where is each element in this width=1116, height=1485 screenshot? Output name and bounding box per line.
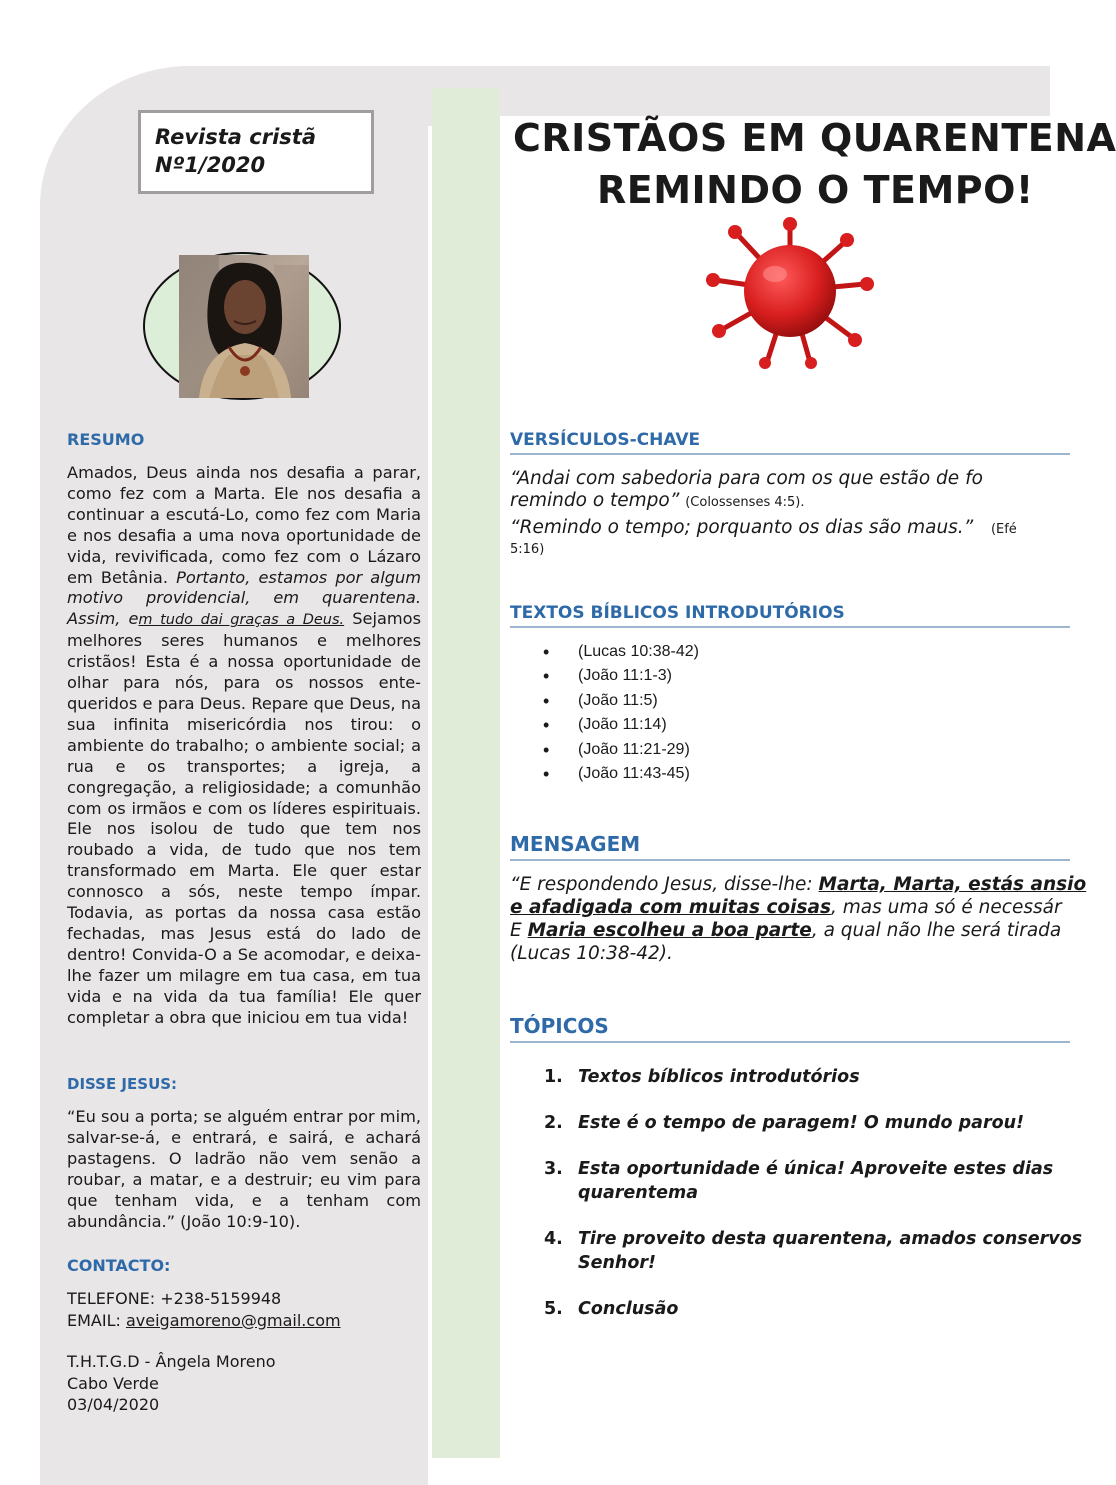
disse-jesus-heading: DISSE JESUS:	[67, 1075, 178, 1093]
list-item: • (João 11:14)	[510, 713, 1070, 737]
mensagem-heading: MENSAGEM	[510, 832, 1070, 861]
resumo-text	[67, 463, 421, 1028]
disse-jesus-text: “Eu sou a porta; se alguém entrar por mim, salvar-se-á, e entrará, e sairá, e achará pastagens. O ladrão não vem senão a roubar, a matar, e a destruir; eu vim para que tenham vida, e a tenham com abundância.” (João 10:9-10).	[67, 1107, 421, 1231]
author-photo	[179, 255, 309, 398]
topic-item: 1. Textos bíblicos introdutórios	[544, 1067, 860, 1087]
resumo-link[interactable]: m tudo dai graças a Deus.	[138, 612, 345, 629]
topics-list	[510, 1065, 1083, 1321]
list-item: • (João 11:5)	[510, 689, 1070, 713]
list-item: • (João 11:1-3)	[510, 664, 1070, 688]
magazine-issue: Nº1/2020	[155, 153, 266, 177]
textos-heading: TEXTOS BÍBLICOS INTRODUTÓRIOS	[510, 603, 1070, 628]
verse-1-line-1: “Andai com sabedoria para com os que estão de fo	[510, 468, 983, 489]
resumo-part-2: Sejamos melhores seres humanos e melhores cristãos! Esta é a nossa oportunidade de olhar para nós, para os nossos ente-queridos e para Deus. Repare que Deus, na sua infinita misericórdia nos tirou: o ambiente do trabalho; o ambiente social; a rua e os transportes; a igreja, a congregação, a religiosidade; a comunhão com os irmãos e com os líderes espirituais. Ele nos isolou de tudo que tem nos roubado a vida, de tudo que nos tem transformado em Marta. Ele quer estar connosco a sós, neste tempo ímpar. Todavia, as portas da nossa casa estão fechadas, mas Jesus está do lado de dentro! Convida-O a Se acomodar, e deixa-lhe fazer um milagre em tua casa, em tua vida e na vida da tua família! Ele quer completar a obra que iniciou em tua vida!	[67, 609, 422, 1027]
msg-part-a: “E respondendo Jesus, disse-lhe:	[510, 874, 819, 895]
resumo-part-1: Amados, Deus ainda nos desafia a parar, como fez com a Marta. Ele nos desafia a continuar a escutá-Lo, como fez com Maria e nos desafia a uma nova oportunidade de vida, revivificada, como fez com o Lázaro em Betânia.	[67, 463, 421, 587]
magazine-box	[138, 110, 374, 194]
contact-info	[67, 1288, 421, 1331]
message-text	[510, 873, 1087, 965]
msg-ref: (Lucas 10:38-42).	[510, 943, 673, 964]
verse-1-line-2: remindo o tempo”	[510, 490, 680, 511]
verse-2: “Remindo o tempo; porquanto os dias são maus.”	[510, 517, 974, 538]
msg-part-d: , a qual não lhe será tirada	[811, 920, 1062, 941]
msg-part-b: , mas uma só é necessár	[830, 897, 1062, 918]
resumo-italic: Portanto, estamos por algum motivo providencial, em quarentena. Assim, e	[67, 567, 422, 629]
textos-list	[510, 640, 1070, 786]
title-line-2: REMINDO O TEMPO!	[597, 168, 1034, 212]
versiculos-heading: VERSÍCULOS-CHAVE	[510, 430, 1070, 455]
magazine-name: Revista cristã	[155, 125, 316, 149]
topic-item: 4. Tire proveito desta quarentena, amados conservos Senhor!	[544, 1229, 1083, 1273]
topic-item: 2. Este é o tempo de paragem! O mundo parou!	[544, 1113, 1025, 1133]
msg-underline-2: e afadigada com muitas coisas	[510, 897, 831, 918]
phone: TELEFONE: +238-5159948	[67, 1289, 282, 1308]
author-date: 03/04/2020	[67, 1395, 160, 1414]
verse-1-ref: (Colossenses 4:5).	[685, 495, 805, 510]
resumo-heading: RESUMO	[67, 430, 145, 449]
verse-2-ref: (Efé	[990, 522, 1017, 537]
list-item: • (João 11:43-45)	[510, 762, 1070, 786]
msg-part-c: E	[510, 920, 528, 941]
topic-item: 5. Conclusão	[544, 1299, 679, 1319]
topicos-heading: TÓPICOS	[510, 1014, 1070, 1043]
msg-underline-1: Marta, Marta, estás ansio	[818, 874, 1087, 895]
list-item: • (João 11:21-29)	[510, 738, 1070, 762]
author-info	[67, 1351, 421, 1416]
list-item: • (Lucas 10:38-42)	[510, 640, 1070, 664]
verse-2-ref-cont: 5:16)	[510, 542, 545, 557]
email-link[interactable]: aveigamoreno@gmail.com	[125, 1310, 341, 1330]
topic-item: 3. Esta oportunidade é única! Aproveite estes dias quarentema	[544, 1159, 1054, 1203]
email-label: EMAIL:	[67, 1310, 126, 1330]
green-divider-stripe	[432, 88, 500, 1458]
title-line-1: CRISTÃOS EM QUARENTENA	[513, 116, 1116, 160]
author-place: Cabo Verde	[67, 1373, 159, 1393]
author-name: T.H.T.G.D - Ângela Moreno	[67, 1352, 276, 1371]
msg-underline-3: Maria escolheu a boa parte	[527, 920, 812, 941]
key-verses	[510, 467, 1070, 559]
contacto-heading: CONTACTO:	[67, 1256, 171, 1275]
virus-icon	[705, 212, 875, 370]
